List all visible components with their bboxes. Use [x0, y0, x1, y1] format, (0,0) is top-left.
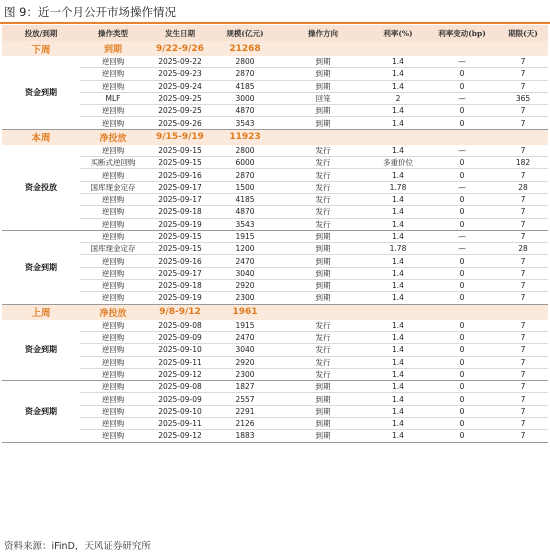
- op-type-cell: 逆回购: [80, 230, 146, 242]
- rate-change-cell: 0: [426, 105, 498, 117]
- rate-cell: 1.4: [370, 393, 426, 405]
- direction-cell: 到期: [276, 418, 370, 430]
- table-row: [2, 206, 548, 218]
- op-type-cell: 逆回购: [80, 320, 146, 332]
- term-cell: 7: [498, 280, 548, 292]
- table-row: [2, 267, 548, 279]
- op-type-cell: 逆回购: [80, 80, 146, 92]
- amount-cell: 4185: [214, 193, 276, 205]
- date-cell: 2025-09-18: [146, 280, 214, 292]
- op-type-cell: 逆回购: [80, 292, 146, 304]
- group-label: 资金到期: [2, 320, 80, 381]
- section-block: [2, 129, 548, 145]
- table-row: [2, 117, 548, 129]
- section-type: 净投放: [80, 129, 146, 145]
- rate-cell: 1.4: [370, 430, 426, 442]
- date-cell: 2025-09-17: [146, 193, 214, 205]
- direction-cell: 到期: [276, 80, 370, 92]
- amount-cell: 2557: [214, 393, 276, 405]
- section-summary-row: [2, 129, 548, 145]
- term-cell: 7: [498, 117, 548, 129]
- section-date-range: 9/22-9/26: [146, 41, 214, 56]
- op-type-cell: 国库现金定存: [80, 181, 146, 193]
- rate-cell: 1.4: [370, 255, 426, 267]
- op-type-cell: MLF: [80, 92, 146, 104]
- rate-cell: 1.4: [370, 230, 426, 242]
- date-cell: 2025-09-12: [146, 368, 214, 380]
- term-cell: 7: [498, 381, 548, 393]
- rate-change-cell: 0: [426, 169, 498, 181]
- section-summary-row: [2, 41, 548, 56]
- section-date-range: 9/15-9/19: [146, 129, 214, 145]
- date-cell: 2025-09-23: [146, 68, 214, 80]
- op-type-cell: 逆回购: [80, 255, 146, 267]
- table-row: [2, 157, 548, 169]
- op-type-cell: 逆回购: [80, 267, 146, 279]
- group-block: [2, 320, 548, 381]
- table-row: [2, 356, 548, 368]
- date-cell: 2025-09-10: [146, 405, 214, 417]
- rate-change-cell: 0: [426, 344, 498, 356]
- rate-change-cell: 0: [426, 206, 498, 218]
- section-amount: 11923: [214, 129, 276, 145]
- direction-cell: 到期: [276, 255, 370, 267]
- section-empty-cell: [370, 41, 426, 56]
- op-type-cell: 逆回购: [80, 169, 146, 181]
- group-block: [2, 230, 548, 304]
- direction-cell: 发行: [276, 157, 370, 169]
- rate-change-cell: 0: [426, 381, 498, 393]
- date-cell: 2025-09-11: [146, 356, 214, 368]
- table-row: [2, 344, 548, 356]
- rate-cell: 1.4: [370, 280, 426, 292]
- table-row: [2, 368, 548, 380]
- group-label: 资金到期: [2, 56, 80, 129]
- direction-cell: 到期: [276, 105, 370, 117]
- op-type-cell: 逆回购: [80, 405, 146, 417]
- section-empty-cell: [498, 129, 548, 145]
- rate-cell: 1.4: [370, 368, 426, 380]
- section-empty-cell: [426, 304, 498, 320]
- rate-change-cell: 0: [426, 320, 498, 332]
- term-cell: 182: [498, 157, 548, 169]
- amount-cell: 2300: [214, 292, 276, 304]
- rate-cell: 1.78: [370, 181, 426, 193]
- direction-cell: 发行: [276, 368, 370, 380]
- date-cell: 2025-09-11: [146, 418, 214, 430]
- rate-change-cell: —: [426, 181, 498, 193]
- direction-cell: 到期: [276, 280, 370, 292]
- amount-cell: 2300: [214, 368, 276, 380]
- source-note: 资料来源：iFinD，天风证券研究所: [4, 541, 151, 552]
- direction-cell: 到期: [276, 243, 370, 255]
- date-cell: 2025-09-18: [146, 206, 214, 218]
- amount-cell: 2920: [214, 280, 276, 292]
- term-cell: 28: [498, 243, 548, 255]
- op-type-cell: 逆回购: [80, 430, 146, 442]
- term-cell: 7: [498, 320, 548, 332]
- rate-change-cell: —: [426, 145, 498, 157]
- amount-cell: 4870: [214, 206, 276, 218]
- header-cell: 利率变动(bp): [426, 25, 498, 41]
- table-row: [2, 255, 548, 267]
- section-empty-cell: [276, 304, 370, 320]
- rate-change-cell: 0: [426, 331, 498, 343]
- date-cell: 2025-09-16: [146, 255, 214, 267]
- table-row: [2, 381, 548, 393]
- amount-cell: 3040: [214, 344, 276, 356]
- direction-cell: 发行: [276, 218, 370, 230]
- direction-cell: 到期: [276, 68, 370, 80]
- direction-cell: 回笼: [276, 92, 370, 104]
- rate-cell: 1.4: [370, 56, 426, 68]
- date-cell: 2025-09-15: [146, 230, 214, 242]
- table-row: [2, 56, 548, 68]
- rate-cell: 1.4: [370, 117, 426, 129]
- direction-cell: 发行: [276, 331, 370, 343]
- section-block: [2, 304, 548, 320]
- op-type-cell: 逆回购: [80, 381, 146, 393]
- section-type: 到期: [80, 41, 146, 56]
- section-label: 上周: [2, 304, 80, 320]
- term-cell: 7: [498, 218, 548, 230]
- table-row: [2, 320, 548, 332]
- header-cell: 规模(亿元): [214, 25, 276, 41]
- term-cell: 7: [498, 418, 548, 430]
- header-cell: 操作方向: [276, 25, 370, 41]
- rate-change-cell: —: [426, 230, 498, 242]
- term-cell: 7: [498, 193, 548, 205]
- op-type-cell: 逆回购: [80, 368, 146, 380]
- section-empty-cell: [370, 129, 426, 145]
- amount-cell: 2870: [214, 68, 276, 80]
- table-row: [2, 405, 548, 417]
- rate-change-cell: 0: [426, 393, 498, 405]
- amount-cell: 2470: [214, 331, 276, 343]
- section-block: [2, 41, 548, 56]
- header-cell: 操作类型: [80, 25, 146, 41]
- term-cell: 7: [498, 230, 548, 242]
- op-type-cell: 逆回购: [80, 356, 146, 368]
- rate-cell: 1.78: [370, 243, 426, 255]
- rate-cell: 1.4: [370, 405, 426, 417]
- direction-cell: 到期: [276, 381, 370, 393]
- amount-cell: 2800: [214, 56, 276, 68]
- rate-change-cell: 0: [426, 255, 498, 267]
- section-label: 本周: [2, 129, 80, 145]
- term-cell: 7: [498, 206, 548, 218]
- amount-cell: 2800: [214, 145, 276, 157]
- rate-cell: 1.4: [370, 418, 426, 430]
- rate-change-cell: 0: [426, 418, 498, 430]
- amount-cell: 2126: [214, 418, 276, 430]
- section-date-range: 9/8-9/12: [146, 304, 214, 320]
- rate-cell: 2: [370, 92, 426, 104]
- date-cell: 2025-09-10: [146, 344, 214, 356]
- term-cell: 7: [498, 405, 548, 417]
- date-cell: 2025-09-19: [146, 292, 214, 304]
- table-row: [2, 181, 548, 193]
- section-empty-cell: [370, 304, 426, 320]
- direction-cell: 到期: [276, 292, 370, 304]
- amount-cell: 2870: [214, 169, 276, 181]
- amount-cell: 1500: [214, 181, 276, 193]
- table-row: [2, 218, 548, 230]
- date-cell: 2025-09-08: [146, 320, 214, 332]
- op-type-cell: 逆回购: [80, 105, 146, 117]
- direction-cell: 发行: [276, 356, 370, 368]
- date-cell: 2025-09-25: [146, 92, 214, 104]
- table-row: [2, 193, 548, 205]
- rate-change-cell: 0: [426, 356, 498, 368]
- rate-cell: 1.4: [370, 267, 426, 279]
- direction-cell: 到期: [276, 405, 370, 417]
- rate-change-cell: —: [426, 56, 498, 68]
- table-header-row: [2, 25, 548, 41]
- group-label: 资金到期: [2, 381, 80, 442]
- op-type-cell: 逆回购: [80, 393, 146, 405]
- date-cell: 2025-09-16: [146, 169, 214, 181]
- section-type: 净投放: [80, 304, 146, 320]
- direction-cell: 到期: [276, 393, 370, 405]
- header-cell: 发生日期: [146, 25, 214, 41]
- rate-change-cell: 0: [426, 193, 498, 205]
- op-type-cell: 逆回购: [80, 145, 146, 157]
- group-block: [2, 381, 548, 442]
- rate-change-cell: 0: [426, 405, 498, 417]
- date-cell: 2025-09-25: [146, 105, 214, 117]
- date-cell: 2025-09-09: [146, 331, 214, 343]
- term-cell: 7: [498, 255, 548, 267]
- figure-title: 图 9：近一个月公开市场操作情况: [4, 5, 176, 19]
- amount-cell: 1883: [214, 430, 276, 442]
- rate-change-cell: 0: [426, 430, 498, 442]
- term-cell: 7: [498, 344, 548, 356]
- direction-cell: 发行: [276, 344, 370, 356]
- date-cell: 2025-09-24: [146, 80, 214, 92]
- term-cell: 7: [498, 56, 548, 68]
- date-cell: 2025-09-12: [146, 430, 214, 442]
- amount-cell: 1200: [214, 243, 276, 255]
- term-cell: 365: [498, 92, 548, 104]
- date-cell: 2025-09-08: [146, 381, 214, 393]
- rate-cell: 1.4: [370, 68, 426, 80]
- date-cell: 2025-09-17: [146, 181, 214, 193]
- rate-change-cell: 0: [426, 68, 498, 80]
- op-type-cell: 国库现金定存: [80, 243, 146, 255]
- direction-cell: 发行: [276, 181, 370, 193]
- section-amount: 21268: [214, 41, 276, 56]
- rate-cell: 1.4: [370, 80, 426, 92]
- amount-cell: 2470: [214, 255, 276, 267]
- header-cell: 利率(%): [370, 25, 426, 41]
- direction-cell: 发行: [276, 206, 370, 218]
- amount-cell: 3040: [214, 267, 276, 279]
- term-cell: 7: [498, 430, 548, 442]
- rate-cell: 1.4: [370, 218, 426, 230]
- table-row: [2, 418, 548, 430]
- section-empty-cell: [276, 129, 370, 145]
- date-cell: 2025-09-15: [146, 145, 214, 157]
- direction-cell: 发行: [276, 320, 370, 332]
- group-label: 资金投放: [2, 145, 80, 231]
- term-cell: 7: [498, 105, 548, 117]
- date-cell: 2025-09-26: [146, 117, 214, 129]
- amount-cell: 4870: [214, 105, 276, 117]
- rate-change-cell: 0: [426, 368, 498, 380]
- term-cell: 7: [498, 292, 548, 304]
- rate-change-cell: —: [426, 92, 498, 104]
- table-row: [2, 292, 548, 304]
- amount-cell: 3543: [214, 117, 276, 129]
- term-cell: 7: [498, 356, 548, 368]
- direction-cell: 发行: [276, 169, 370, 181]
- rate-cell: 1.4: [370, 381, 426, 393]
- rate-cell: 1.4: [370, 206, 426, 218]
- header-cell: 投放/到期: [2, 25, 80, 41]
- table-row: [2, 169, 548, 181]
- table-row: [2, 230, 548, 242]
- amount-cell: 6000: [214, 157, 276, 169]
- term-cell: 7: [498, 68, 548, 80]
- op-type-cell: 逆回购: [80, 117, 146, 129]
- rate-change-cell: 0: [426, 117, 498, 129]
- rate-change-cell: 0: [426, 292, 498, 304]
- term-cell: 7: [498, 368, 548, 380]
- direction-cell: 到期: [276, 430, 370, 442]
- table-row: [2, 92, 548, 104]
- direction-cell: 到期: [276, 267, 370, 279]
- rate-cell: 1.4: [370, 292, 426, 304]
- group-label: 资金到期: [2, 230, 80, 304]
- rate-cell: 1.4: [370, 145, 426, 157]
- op-type-cell: 逆回购: [80, 206, 146, 218]
- amount-cell: 3543: [214, 218, 276, 230]
- term-cell: 7: [498, 393, 548, 405]
- amount-cell: 1915: [214, 320, 276, 332]
- rate-change-cell: 0: [426, 267, 498, 279]
- rate-change-cell: —: [426, 243, 498, 255]
- rate-cell: 1.4: [370, 193, 426, 205]
- table-row: [2, 243, 548, 255]
- op-type-cell: 逆回购: [80, 280, 146, 292]
- op-type-cell: 逆回购: [80, 418, 146, 430]
- op-type-cell: 逆回购: [80, 56, 146, 68]
- date-cell: 2025-09-22: [146, 56, 214, 68]
- amount-cell: 4185: [214, 80, 276, 92]
- date-cell: 2025-09-19: [146, 218, 214, 230]
- term-cell: 7: [498, 331, 548, 343]
- op-type-cell: 逆回购: [80, 68, 146, 80]
- rate-cell: 1.4: [370, 331, 426, 343]
- rate-cell: 1.4: [370, 169, 426, 181]
- rate-cell: 1.4: [370, 356, 426, 368]
- term-cell: 7: [498, 80, 548, 92]
- section-empty-cell: [276, 41, 370, 56]
- amount-cell: 2291: [214, 405, 276, 417]
- direction-cell: 到期: [276, 230, 370, 242]
- table-row: [2, 430, 548, 442]
- rate-change-cell: 0: [426, 280, 498, 292]
- rate-change-cell: 0: [426, 218, 498, 230]
- operations-table: [2, 25, 548, 443]
- op-type-cell: 逆回购: [80, 193, 146, 205]
- term-cell: 7: [498, 267, 548, 279]
- direction-cell: 发行: [276, 193, 370, 205]
- header-cell: 期限(天): [498, 25, 548, 41]
- group-block: [2, 56, 548, 129]
- op-type-cell: 逆回购: [80, 344, 146, 356]
- term-cell: 7: [498, 145, 548, 157]
- direction-cell: 到期: [276, 56, 370, 68]
- date-cell: 2025-09-15: [146, 157, 214, 169]
- table-row: [2, 68, 548, 80]
- rate-cell: 多重价位: [370, 157, 426, 169]
- table-row: [2, 393, 548, 405]
- section-empty-cell: [498, 304, 548, 320]
- direction-cell: 到期: [276, 117, 370, 129]
- amount-cell: 2920: [214, 356, 276, 368]
- section-empty-cell: [426, 129, 498, 145]
- table-row: [2, 280, 548, 292]
- term-cell: 28: [498, 181, 548, 193]
- rate-cell: 1.4: [370, 344, 426, 356]
- amount-cell: 1827: [214, 381, 276, 393]
- section-summary-row: [2, 304, 548, 320]
- rate-cell: 1.4: [370, 105, 426, 117]
- table-row: [2, 331, 548, 343]
- table-row: [2, 80, 548, 92]
- rate-change-cell: 0: [426, 80, 498, 92]
- date-cell: 2025-09-09: [146, 393, 214, 405]
- op-type-cell: 逆回购: [80, 218, 146, 230]
- title-divider: [0, 22, 550, 24]
- table-row: [2, 105, 548, 117]
- op-type-cell: 买断式逆回购: [80, 157, 146, 169]
- direction-cell: 发行: [276, 145, 370, 157]
- date-cell: 2025-09-15: [146, 243, 214, 255]
- section-empty-cell: [426, 41, 498, 56]
- section-label: 下周: [2, 41, 80, 56]
- section-amount: 1961: [214, 304, 276, 320]
- rate-cell: 1.4: [370, 320, 426, 332]
- group-block: [2, 145, 548, 231]
- amount-cell: 1915: [214, 230, 276, 242]
- rate-change-cell: 0: [426, 157, 498, 169]
- date-cell: 2025-09-17: [146, 267, 214, 279]
- term-cell: 7: [498, 169, 548, 181]
- table-row: [2, 145, 548, 157]
- section-empty-cell: [498, 41, 548, 56]
- op-type-cell: 逆回购: [80, 331, 146, 343]
- amount-cell: 3000: [214, 92, 276, 104]
